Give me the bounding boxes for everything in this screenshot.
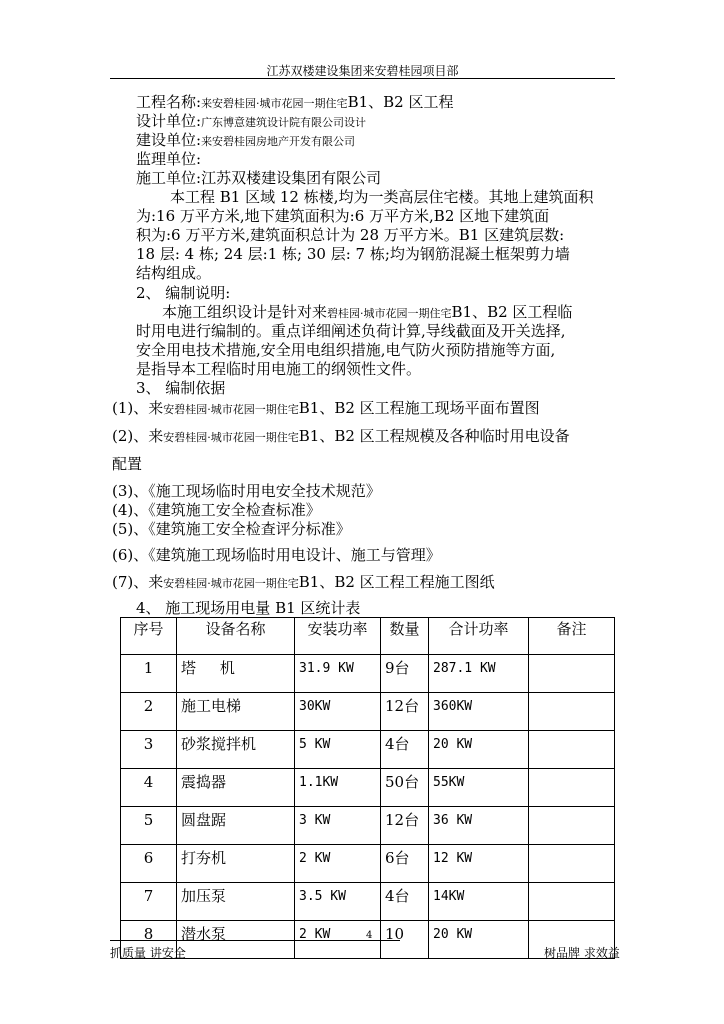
- basis-item-1: [112, 399, 540, 419]
- basis-item-7: [112, 573, 495, 593]
- cell-no: 8: [121, 921, 177, 959]
- header-power: 安装功率: [295, 618, 381, 655]
- basis-prefix: (1)、来: [112, 399, 164, 417]
- cell-no: 2: [121, 693, 177, 731]
- para2-text: 本施工组织设计是针对来: [162, 303, 328, 321]
- cell-note: [529, 769, 615, 807]
- cell-no: 6: [121, 845, 177, 883]
- basis-small: 安碧桂园·城市花园一期住宅: [163, 577, 299, 590]
- basis-item-6: (6)、《建筑施工现场临时用电设计、施工与管理》: [112, 546, 441, 564]
- cell-qty: 12台: [381, 807, 429, 845]
- cell-power: 3 KW: [295, 807, 381, 845]
- project-name-value: B1、B2 区工程: [347, 93, 454, 111]
- cell-note: [529, 807, 615, 845]
- cell-qty: 9台: [381, 655, 429, 693]
- cell-total: 20 KW: [429, 921, 529, 959]
- cell-total: 36 KW: [429, 807, 529, 845]
- cell-qty: 6台: [381, 845, 429, 883]
- cell-no: 4: [121, 769, 177, 807]
- cell-note: [529, 693, 615, 731]
- builder-label: 建设单位:: [136, 131, 202, 149]
- para2-line: [162, 303, 572, 323]
- designer-line: [136, 112, 366, 132]
- project-name-line: [136, 93, 453, 113]
- para1-line: 本工程 B1 区域 12 栋楼,均为一类高层住宅楼。其地上建筑面积: [170, 188, 594, 206]
- cell-no: 5: [121, 807, 177, 845]
- section-3-title: 3、 编制依据: [136, 379, 226, 397]
- supervisor-line: [136, 150, 201, 169]
- cell-name: 塔 机: [177, 655, 295, 693]
- basis-rest: B1、B2 区工程工程施工图纸: [298, 573, 495, 591]
- table-row: [121, 769, 615, 807]
- page-header: 江苏双楼建设集团来安碧桂园项目部: [266, 64, 459, 78]
- cell-total: 287.1 KW: [429, 655, 529, 693]
- basis-item-3: (3)、《施工现场临时用电安全技术规范》: [112, 482, 381, 500]
- header-name: 设备名称: [177, 618, 295, 655]
- para1-line: 结构组成。: [136, 264, 212, 282]
- cell-power: 30KW: [295, 693, 381, 731]
- basis-small: 安碧桂园·城市花园一期住宅: [163, 403, 299, 416]
- basis-small: 安碧桂园·城市花园一期住宅: [163, 431, 299, 444]
- cell-note: [529, 845, 615, 883]
- power-statistics-table: [120, 617, 615, 959]
- section-4-title: 4、 施工现场用电量 B1 区统计表: [136, 599, 361, 617]
- header-note: 备注: [529, 618, 615, 655]
- table-row: [121, 807, 615, 845]
- cell-total: 14KW: [429, 883, 529, 921]
- cell-note: [529, 883, 615, 921]
- cell-no: 3: [121, 731, 177, 769]
- cell-qty: 12台: [381, 693, 429, 731]
- cell-name: 加压泵: [177, 883, 295, 921]
- page-number: 4: [366, 930, 373, 941]
- basis-item-4: (4)、《建筑施工安全检查标准》: [112, 501, 321, 519]
- basis-item-2: [112, 427, 570, 447]
- contractor-label: 施工单位:: [136, 169, 202, 187]
- supervisor-label: 监理单位:: [136, 150, 202, 168]
- cell-no: 7: [121, 883, 177, 921]
- contractor-value: 江苏双楼建设集团有限公司: [201, 169, 382, 187]
- project-name-label: 工程名称:: [136, 93, 202, 111]
- table-row: [121, 655, 615, 693]
- cell-power: 5 KW: [295, 731, 381, 769]
- cell-qty: 10: [381, 921, 429, 959]
- builder-line: [136, 131, 355, 151]
- cell-qty: 4台: [381, 731, 429, 769]
- designer-label: 设计单位:: [136, 112, 202, 130]
- basis-prefix: (2)、来: [112, 427, 164, 445]
- basis-rest: B1、B2 区工程施工现场平面布置图: [298, 399, 540, 417]
- cell-no: 1: [121, 655, 177, 693]
- basis-item-2-cont: 配置: [112, 455, 143, 473]
- cell-qty: 50台: [381, 769, 429, 807]
- para2-line: 是指导本工程临时用电施工的纲领性文件。: [136, 360, 422, 378]
- cell-power: 1.1KW: [295, 769, 381, 807]
- para2-line: 时用电进行编制的。重点详细阐述负荷计算,导线截面及开关选择,: [136, 322, 566, 340]
- cell-power: 31.9 KW: [295, 655, 381, 693]
- project-name-value-small: 来安碧桂园·城市花园一期住宅: [201, 97, 348, 110]
- footer-slogan-left: 抓质量 讲安全: [110, 946, 186, 960]
- cell-total: 55KW: [429, 769, 529, 807]
- designer-value: 广东博意建筑设计院有限公司设计: [201, 116, 367, 129]
- para2-line: 安全用电技术措施,安全用电组织措施,电气防火预防措施等方面,: [136, 341, 556, 359]
- cell-total: 12 KW: [429, 845, 529, 883]
- cell-name: 打夯机: [177, 845, 295, 883]
- cell-qty: 4台: [381, 883, 429, 921]
- basis-prefix: (7)、来: [112, 573, 164, 591]
- section-2-title: 2、 编制说明:: [136, 284, 231, 302]
- cell-total: 20 KW: [429, 731, 529, 769]
- table-row: [121, 845, 615, 883]
- cell-name: 施工电梯: [177, 693, 295, 731]
- basis-item-5: (5)、《建筑施工安全检查评分标准》: [112, 520, 351, 538]
- cell-power: 3.5 KW: [295, 883, 381, 921]
- header-qty: 数量: [381, 618, 429, 655]
- basis-rest: B1、B2 区工程规模及各种临时用电设备: [298, 427, 570, 445]
- para2-text: B1、B2 区工程临: [451, 303, 573, 321]
- cell-note: [529, 731, 615, 769]
- table-header-row: [121, 618, 615, 655]
- footer-rule: [110, 940, 400, 941]
- cell-note: [529, 655, 615, 693]
- table-row: [121, 883, 615, 921]
- cell-power: 2 KW: [295, 845, 381, 883]
- header-total: 合计功率: [429, 618, 529, 655]
- contractor-line: [136, 169, 381, 188]
- cell-name: 砂浆搅拌机: [177, 731, 295, 769]
- header-rule: [110, 78, 615, 79]
- para2-small: 碧桂园·城市花园一期住宅: [327, 307, 452, 320]
- para1-line: 为:16 万平方米,地下建筑面积为:6 万平方米,B2 区地下建筑面: [136, 207, 550, 225]
- cell-name: 震捣器: [177, 769, 295, 807]
- builder-value: 来安碧桂园房地产开发有限公司: [201, 135, 356, 148]
- cell-total: 360KW: [429, 693, 529, 731]
- cell-name: 潜水泵: [177, 921, 295, 959]
- header-no: 序号: [121, 618, 177, 655]
- cell-power: 2 KW: [295, 921, 381, 959]
- table-row: [121, 731, 615, 769]
- footer-slogan-right: 树品牌 求效益: [544, 946, 620, 960]
- table-row: [121, 693, 615, 731]
- cell-name: 圆盘踞: [177, 807, 295, 845]
- para1-line: 积为:6 万平方米,建筑面积总计为 28 万平方米。B1 区建筑层数:: [136, 226, 565, 244]
- para1-line: 18 层: 4 栋; 24 层:1 栋; 30 层: 7 栋;均为钢筋混凝土框架剪力墙: [136, 245, 570, 263]
